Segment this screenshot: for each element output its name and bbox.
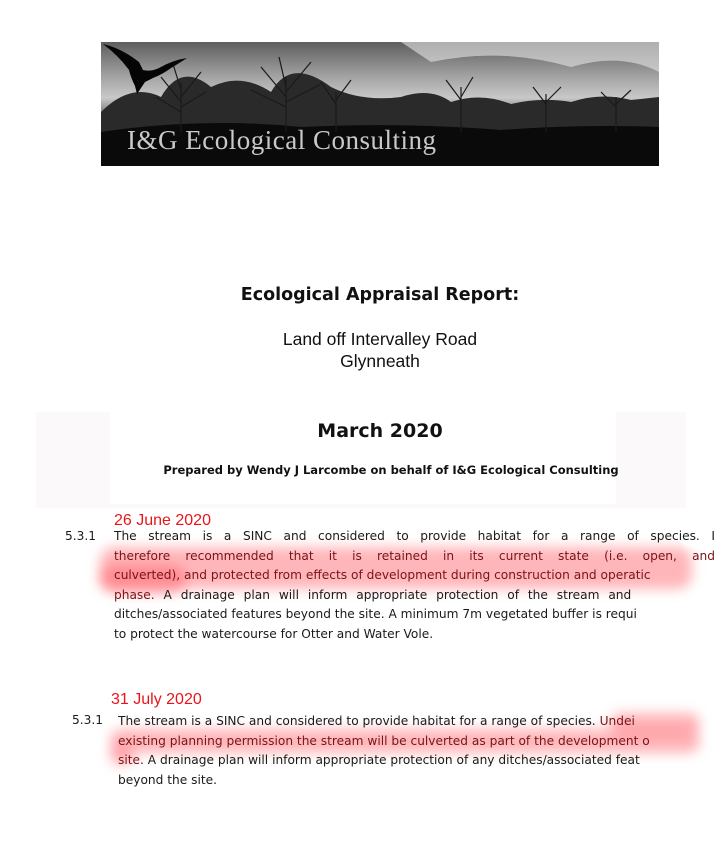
bat-icon bbox=[101, 42, 191, 102]
line-text: beyond the site. bbox=[118, 772, 217, 787]
revision-paragraph bbox=[118, 712, 718, 790]
location-line-1: Land off Intervalley Road bbox=[282, 329, 478, 349]
line-text: The stream is a SINC and considered to provide habitat for a range of species. I bbox=[114, 529, 715, 543]
paragraph-line bbox=[114, 586, 715, 606]
highlighted-text: Undei bbox=[599, 714, 635, 728]
paragraph-line bbox=[118, 732, 718, 752]
company-name: I&G Ecological Consulting bbox=[127, 125, 437, 155]
site-location bbox=[0, 328, 723, 372]
highlighted-text: existing planning permission the stream will be culverted as part of the development o bbox=[118, 733, 650, 748]
paragraph-line bbox=[114, 605, 715, 625]
location-line-2: Glynneath bbox=[340, 351, 420, 371]
line-text: A drainage plan will inform appropriate protection of the stream and bbox=[154, 587, 632, 602]
paragraph-line bbox=[118, 771, 718, 791]
line-text: to protect the watercourse for Otter and Water Vole. bbox=[114, 626, 434, 641]
revision-paragraph bbox=[114, 527, 715, 644]
company-banner bbox=[101, 42, 659, 166]
paragraph-line bbox=[118, 751, 718, 771]
highlighted-text: site. bbox=[118, 753, 144, 767]
line-text: The stream is a SINC and considered to provide habitat for a range of species. bbox=[118, 714, 600, 728]
revision-date: 26 June 2020 bbox=[114, 512, 211, 529]
paragraph-number: 5.3.1 bbox=[65, 529, 97, 543]
prepared-by: Prepared by Wendy J Larcombe on behalf of I&G Ecological Consulting bbox=[163, 463, 619, 477]
report-date: March 2020 bbox=[317, 420, 443, 442]
paragraph-line bbox=[114, 625, 715, 645]
highlighted-text: culverted), and protected from effects of development during construction and operatic bbox=[114, 568, 651, 582]
paragraph-number: 5.3.1 bbox=[72, 713, 104, 727]
paragraph-line bbox=[114, 547, 715, 567]
paragraph-line bbox=[114, 527, 715, 547]
report-title: Ecological Appraisal Report: bbox=[240, 285, 520, 305]
paragraph-line bbox=[114, 566, 715, 586]
paragraph-line bbox=[118, 712, 718, 732]
line-text: ditches/associated features beyond the site. A minimum 7m vegetated buffer is requi bbox=[114, 607, 637, 621]
revision-date: 31 July 2020 bbox=[111, 691, 202, 708]
highlighted-text: phase. bbox=[114, 587, 155, 602]
highlighted-text: therefore recommended that it is retained in its current state (i.e. open, and bbox=[114, 548, 715, 563]
line-text: A drainage plan will inform appropriate protection of any ditches/associated feat bbox=[143, 753, 640, 767]
